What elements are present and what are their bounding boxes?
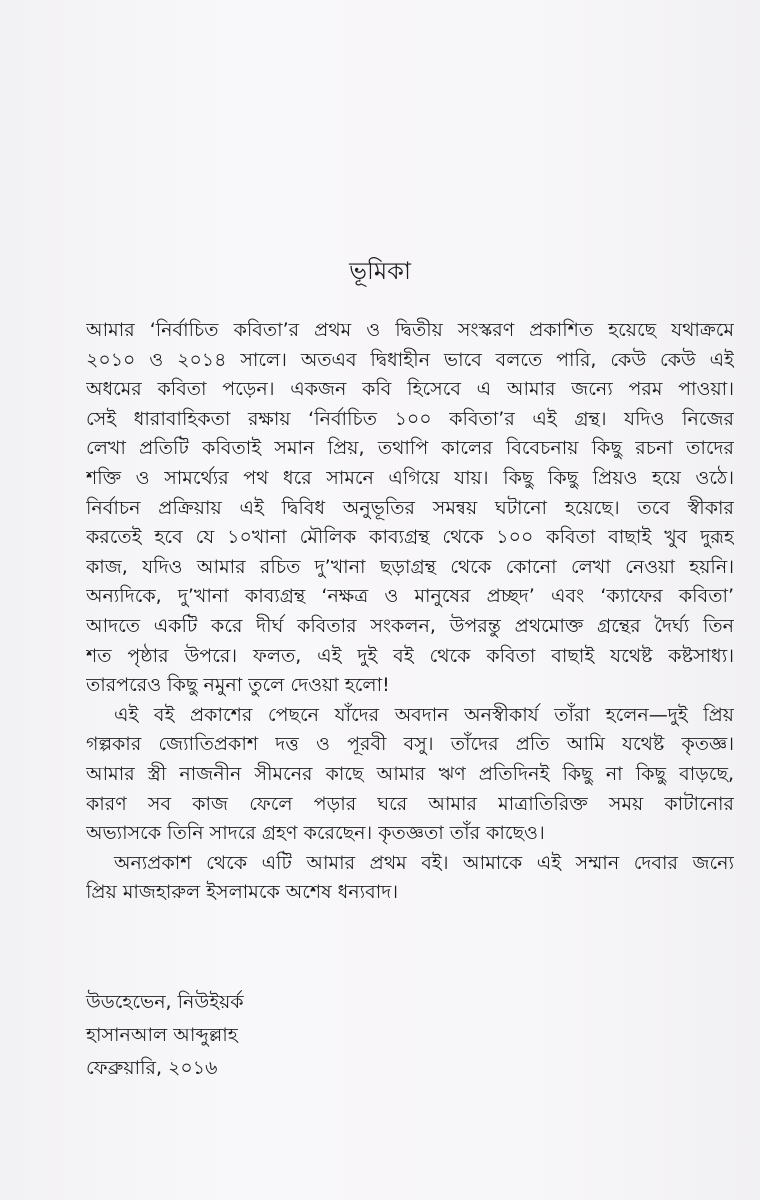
paragraph-3 — [86, 849, 734, 908]
text-line: ২০১০ ও ২০১৪ সালে। অতএব দ্বিধাহীন ভাবে বলতে পারি, কেউ কেউ এই — [86, 348, 734, 371]
text-line: অভ্যাসকে তিনি সাদরে গ্রহণ করেছেন। কৃতজ্ঞতা তাঁর কাছেও। — [86, 822, 545, 845]
page-title: ভূমিকা — [349, 257, 411, 285]
text-line: তারপরেও কিছু নমুনা তুলে দেওয়া হলো! — [86, 674, 390, 697]
text-line: গল্পকার জ্যোতিপ্রকাশ দত্ত ও পূরবী বসু। তাঁদের প্রতি আমি যথেষ্ট কৃতজ্ঞ। — [86, 733, 734, 756]
signature-date: ফেব্রুয়ারি, ২০১৬ — [86, 1057, 218, 1079]
paragraph-1 — [86, 316, 734, 701]
text-line: আদতে একটি করে দীর্ঘ কবিতার সংকলন, উপরন্তু প্রথমোক্ত গ্রন্থের দৈর্ঘ্য তিন — [86, 614, 734, 637]
text-line: করতেই হবে যে ১০খানা মৌলিক কাব্যগ্রন্থ থেকে ১০০ কবিতা বাছাই খুব দুরূহ — [86, 526, 734, 549]
text-line: নির্বাচন প্রক্রিয়ায় এই দ্বিবিধ অনুভূতির সমন্বয় ঘটানো হয়েছে। তবে স্বীকার — [86, 496, 734, 519]
text-line: লেখা প্রতিটি কবিতাই সমান প্রিয়, তথাপি কালের বিবেচনায় কিছু রচনা তাদের — [86, 437, 734, 460]
signature-block — [86, 986, 486, 1085]
text-line: শক্তি ও সামর্থ্যের পথ ধরে সামনে এগিয়ে যায়। কিছু কিছু প্রিয়ও হয়ে ওঠে। — [86, 466, 734, 489]
text-line: শত পৃষ্ঠার উপরে। ফলত, এই দুই বই থেকে কবিতা বাছাই যথেষ্ট কষ্টসাধ্য। — [86, 644, 734, 667]
signature-author: হাসানআল আব্দুল্লাহ — [86, 1024, 238, 1046]
text-line: এই বই প্রকাশের পেছনে যাঁদের অবদান অনস্বীকার্য তাঁরা হলেন—দুই প্রিয় — [114, 703, 734, 726]
text-line: প্রিয় মাজহারুল ইসলামকে অশেষ ধন্যবাদ। — [86, 881, 398, 904]
text-line: আমার ‘নির্বাচিত কবিতা’র প্রথম ও দ্বিতীয় সংস্করণ প্রকাশিত হয়েছে যথাক্রমে — [86, 319, 734, 341]
text-line: অন্যদিকে, দু’খানা কাব্যগ্রন্থ ‘নক্ষত্র ও মানুষের প্রচ্ছদ’ এবং ‘ক্যাফের কবিতা’ — [86, 585, 734, 608]
preface-body — [86, 316, 734, 908]
text-line: সেই ধারাবাহিকতা রক্ষায় ‘নির্বাচিত ১০০ কবিতা’র এই গ্রন্থ। যদিও নিজের — [86, 407, 734, 430]
paragraph-2 — [86, 701, 734, 849]
text-line: অন্যপ্রকাশ থেকে এটি আমার প্রথম বই। আমাকে এই সম্মান দেবার জন্যে — [114, 851, 734, 874]
text-line: কারণ সব কাজ ফেলে পড়ার ঘরে আমার মাত্রাতিরিক্ত সময় কাটানোর — [86, 792, 734, 815]
text-line: কাজ, যদিও আমার রচিত দু’খানা ছড়াগ্রন্থ থেকে কোনো লেখা নেওয়া হয়নি। — [86, 555, 734, 578]
text-line: অধমের কবিতা পড়েন। একজন কবি হিসেবে এ আমার জন্যে পরম পাওয়া। — [86, 378, 734, 401]
text-line: আমার স্ত্রী নাজনীন সীমনের কাছে আমার ঋণ প্রতিদিনই কিছু না কিছু বাড়ছে, — [86, 762, 734, 785]
signature-place: উডহেভেন, নিউইয়র্ক — [86, 991, 244, 1013]
